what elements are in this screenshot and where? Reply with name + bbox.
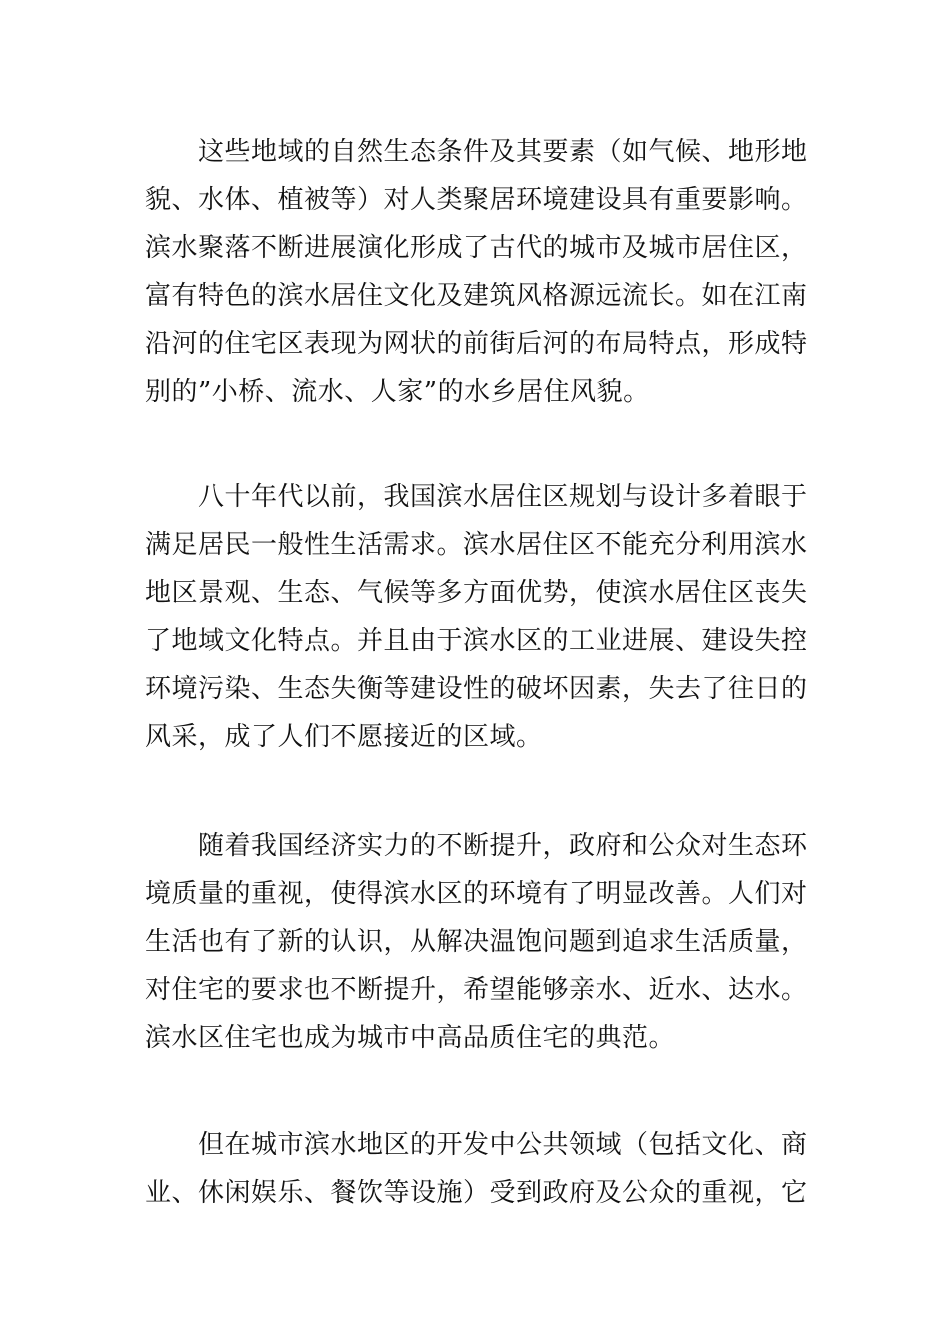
text-line: 随着我国经济实力的不断提升，政府和公众对生态环 — [198, 831, 808, 861]
text-line: 业、休闲娱乐、餐饮等设施）受到政府及公众的重视，它 — [145, 1178, 808, 1208]
text-line: 富有特色的滨水居住文化及建筑风格源远流长。如在江南 — [145, 281, 808, 311]
text-line: 这些地域的自然生态条件及其要素（如气候、地形地 — [198, 137, 808, 167]
text-line: 境质量的重视，使得滨水区的环境有了明显改善。人们对 — [145, 879, 808, 909]
text-line: 地区景观、生态、气候等多方面优势，使滨水居住区丧失 — [145, 578, 808, 608]
text-line: 环境污染、生态失衡等建设性的破坏因素，失去了往日的 — [145, 674, 808, 704]
text-line: 生活也有了新的认识，从解决温饱问题到追求生活质量， — [145, 927, 808, 957]
text-line: 滨水区住宅也成为城市中高品质住宅的典范。 — [145, 1023, 676, 1053]
text-line: 但在城市滨水地区的开发中公共领域（包括文化、商 — [198, 1130, 808, 1160]
text-line: 别的”小桥、流水、人家”的水乡居住风貌。 — [145, 377, 650, 407]
text-line: 了地域文化特点。并且由于滨水区的工业进展、建设失控 — [145, 626, 808, 656]
text-line: 滨水聚落不断进展演化形成了古代的城市及城市居住区， — [145, 233, 808, 263]
text-line: 沿河的住宅区表现为网状的前街后河的布局特点，形成特 — [145, 329, 808, 359]
text-line: 满足居民一般性生活需求。滨水居住区不能充分利用滨水 — [145, 530, 808, 560]
text-line: 风采，成了人们不愿接近的区域。 — [145, 722, 543, 752]
text-line: 貌、水体、植被等）对人类聚居环境建设具有重要影响。 — [145, 185, 808, 215]
text-line: 八十年代以前，我国滨水居住区规划与设计多着眼于 — [198, 482, 808, 512]
text-line: 对住宅的要求也不断提升，希望能够亲水、近水、达水。 — [145, 975, 808, 1005]
